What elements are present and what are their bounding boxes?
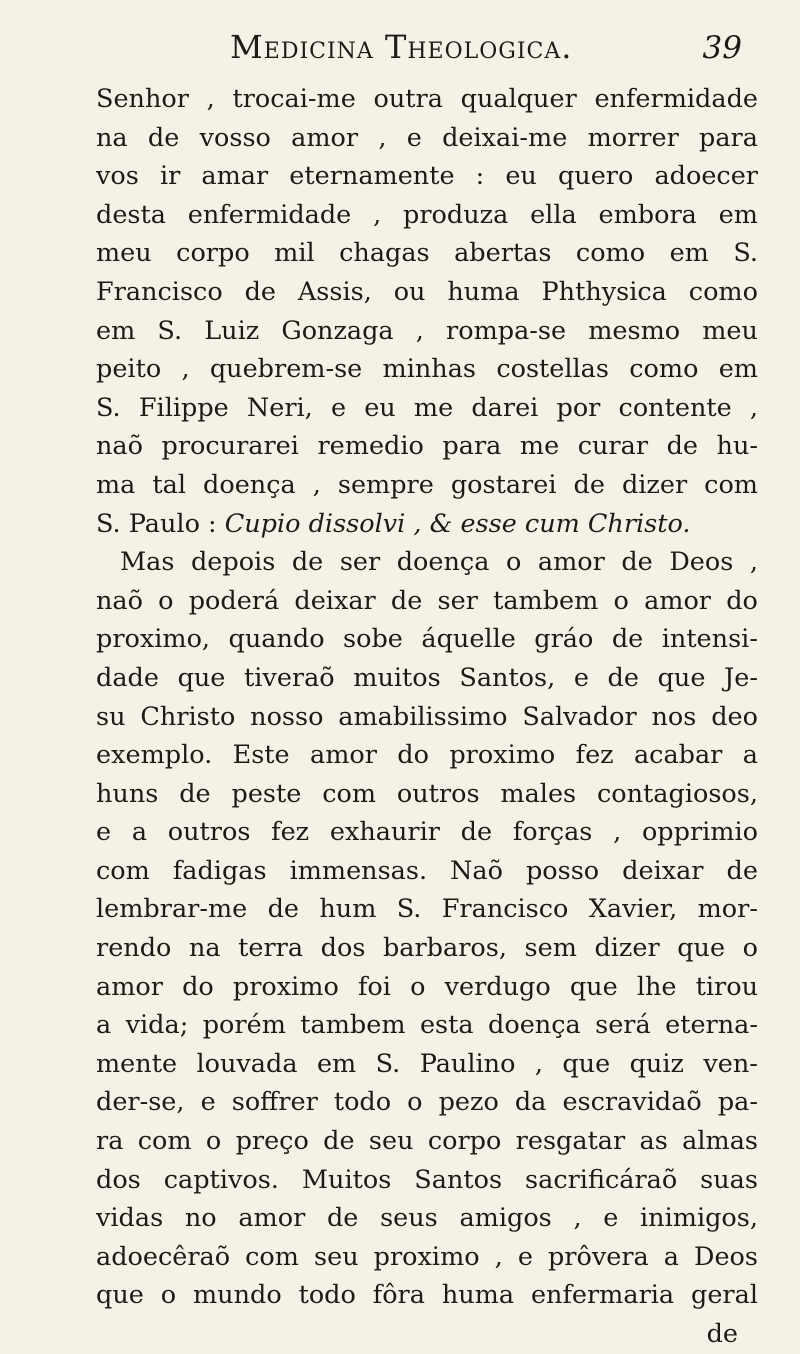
word: e [96,817,112,848]
word: Muitos [301,1164,392,1195]
word: com [245,1241,299,1272]
word: esta [419,1010,474,1041]
word: do [397,740,429,771]
text-line [96,312,758,351]
word: escravidaõ [562,1087,702,1118]
word: proximo [373,1241,480,1272]
word: meu [702,315,758,346]
word: de [291,547,324,578]
word: de [460,817,493,848]
text-line [96,659,758,698]
word: , [494,1241,503,1272]
word: dizer [594,933,660,964]
body-text [96,80,758,1354]
word: outros [167,817,251,848]
word: costellas [496,354,609,385]
word: eu [505,161,537,192]
word: seus [380,1203,438,1234]
word: pezo [438,1087,499,1118]
word: do [726,585,758,616]
word: a [96,1010,112,1041]
word: fadigas [172,855,267,886]
word: verdugo [444,971,551,1002]
word: eterna- [665,1010,758,1041]
word: o [613,585,629,616]
word: contagiosos, [596,778,758,809]
word: deixar [294,585,376,616]
word: lembrar-me [96,894,248,925]
word: me [413,392,454,423]
word: darei [471,392,539,423]
word: ven- [703,1048,758,1079]
word: por [556,392,601,423]
word: , [613,817,622,848]
word: Deos [669,547,734,578]
word: posso [525,855,600,886]
word: as [639,1126,668,1157]
word: o [160,1280,177,1311]
word: Naõ [450,855,503,886]
word: terra [238,933,304,964]
word: adoecer [654,161,758,192]
word: barbaros, [382,933,507,964]
word: almas [682,1126,758,1157]
text-line [96,736,758,775]
word: todo [333,1087,392,1118]
text-line [96,119,758,158]
word: abertas [454,238,552,269]
word: peste [231,778,302,809]
word: quero [557,161,634,192]
word: qualquer [460,84,577,114]
word: seu [368,1126,414,1157]
word: dos [320,933,366,964]
word: de [611,624,644,655]
word: S. [733,238,758,269]
word: e [330,392,347,423]
word: doença [203,469,296,500]
word: o [410,971,426,1002]
text-line [96,1122,758,1161]
word: gostarei [450,469,557,500]
running-title: Medicina Theologica. [230,28,573,66]
word: chagas [339,238,430,269]
text-line [96,813,758,852]
word: tirou [695,971,758,1002]
word: a [131,817,148,848]
word: e [573,662,589,693]
word: eternamente [289,161,455,192]
word: vos [96,161,139,192]
word: amor [291,122,359,153]
text-line [96,1006,758,1045]
word: de [390,585,423,616]
word: deixai-me [442,122,568,153]
text-line [96,1161,758,1200]
word: prôvera [547,1241,649,1272]
word: inimigos, [640,1203,758,1234]
word: de [323,1126,355,1157]
word: em [96,315,136,346]
word: quebrem-se [209,354,363,385]
text-line [96,389,758,428]
word: da [514,1087,547,1118]
word: do [182,971,214,1002]
text-line [96,466,758,505]
word: amor [96,971,163,1002]
word: quando [228,624,325,655]
word: muitos [353,662,441,693]
word: Santos [414,1164,503,1195]
word: o [205,1126,222,1157]
word: foi [357,971,391,1002]
word: amor [644,585,711,616]
word: na [188,933,221,964]
word: a [742,740,758,771]
word: que [177,662,226,693]
word: rompa-se [446,315,567,346]
text-line [96,1276,758,1315]
word: ser [339,547,381,578]
word: poderá [188,585,280,616]
word: em [669,238,709,269]
word: adoecêraõ [96,1241,231,1272]
word: como [629,354,699,385]
text-line [96,427,758,466]
word: Gonzaga [281,315,394,346]
word: mundo [192,1280,282,1311]
text-line [96,234,758,273]
word: Filippe [138,392,229,423]
text-line [96,852,758,891]
word: de [267,894,299,925]
word: mesmo [588,315,681,346]
word: outros [396,778,480,809]
word: o [742,933,758,964]
word: meu [96,238,152,269]
word: de [244,276,276,307]
word: peito [96,354,162,385]
word: captivos. [163,1164,279,1195]
word: dizer [621,469,688,500]
word: pa- [717,1087,758,1118]
word: trocai-me [232,84,356,114]
word: lhe [636,971,677,1002]
word: de [179,778,211,809]
page-number: 39 [702,30,742,66]
word: como [575,238,646,269]
word: ma [96,469,136,500]
word: no [184,1203,217,1234]
word: ou [393,276,426,307]
word: su [96,701,126,732]
word: , [415,315,424,346]
word: forças [512,817,593,848]
text-line [96,698,758,737]
word: com [96,855,150,886]
word: de [621,547,653,578]
text-line [96,80,758,119]
word: , [573,1203,582,1234]
word: Christo [140,701,236,732]
word: com [322,778,377,809]
word: geral [691,1280,758,1311]
word: minhas [382,354,477,385]
word: opprimio [641,817,758,848]
word: amabilissimo [338,701,508,732]
word: Xavier, [588,894,678,925]
word: e [406,122,422,153]
word: depois [190,547,276,578]
word: áquelle [421,624,516,655]
word: ra [96,1126,124,1157]
word: para [699,122,758,153]
word: contente [618,392,732,423]
word: gráo [534,624,594,655]
text-line [96,157,758,196]
word: sacrificáraõ [525,1164,678,1195]
word: que [562,1048,611,1079]
word: o [158,585,174,616]
word: em [718,199,758,230]
word: em [718,354,758,385]
text-line-with-quote [96,505,758,544]
word: naõ [96,431,143,462]
word: Luiz [204,315,260,346]
word: tiveraõ [244,662,335,693]
text-line [96,273,758,312]
word: fez [575,740,614,771]
word: doença [396,547,490,578]
word: de [326,1203,359,1234]
word: porém [202,1010,286,1041]
word: , [312,469,321,500]
word: huma [447,276,520,307]
word: hum [319,894,377,925]
word: a [663,1241,679,1272]
text-line [96,1199,758,1238]
word: de [607,662,639,693]
word: , [749,547,758,578]
word: naõ [96,585,143,616]
word: dos [96,1164,141,1195]
word: nos [651,701,697,732]
word: , [373,199,382,230]
word: que [677,933,726,964]
text-line [96,890,758,929]
text-line [96,929,758,968]
word: resgatar [515,1126,626,1157]
word: Este [232,740,290,771]
word: , [181,354,190,385]
text-line [96,1083,758,1122]
word: huns [96,778,159,809]
text-line [96,350,758,389]
word: ir [159,161,181,192]
word: de [666,431,698,462]
word: males [500,778,577,809]
word: na [96,122,128,153]
running-head [96,20,756,80]
word: , [749,392,758,423]
word: que [657,662,706,693]
word: de [573,469,605,500]
word: amor [238,1203,306,1234]
word: e [200,1087,216,1118]
word: doença [488,1010,581,1041]
word: ser [437,585,478,616]
word: eu [364,392,396,423]
word: desta [96,199,166,230]
word: deo [711,701,758,732]
word: S. [396,894,422,925]
word: , [378,122,387,153]
word: fez [271,817,310,848]
word: corpo [176,238,250,269]
word: Salvador [522,701,637,732]
word: Mas [120,547,175,578]
word: suas [700,1164,758,1195]
word: será [595,1010,651,1041]
word: Phthysica [541,276,667,307]
word: de [147,122,180,153]
text-line [96,1238,758,1277]
word: nosso [250,701,324,732]
word: produza [403,199,509,230]
word: immensas. [289,855,428,886]
word: Deos [694,1241,758,1272]
word: com [704,469,758,500]
word: hu- [716,431,758,462]
word: com [137,1126,192,1157]
word: proximo, [96,624,211,655]
text-line [96,968,758,1007]
word: huma [441,1280,515,1311]
word: tal [152,469,187,500]
word: remedio [317,431,424,462]
word: em [316,1048,357,1079]
word: mor- [697,894,758,925]
word: fôra [372,1280,425,1311]
word: Paulino [419,1048,516,1079]
word: sem [524,933,577,964]
word: mil [274,238,315,269]
word: rendo [96,933,172,964]
paragraph-start-line [96,543,758,582]
word: deixar [622,855,704,886]
word: preço [235,1126,309,1157]
word: tambem [300,1010,406,1041]
word: morrer [587,122,679,153]
word: amar [201,161,269,192]
word: enfermidade [594,84,758,114]
word: tambem [493,585,599,616]
word: para [442,431,502,462]
word: seu [314,1241,359,1272]
word: sempre [337,469,434,500]
word: Santos, [459,662,556,693]
word: que [569,971,618,1002]
word: , [534,1048,543,1079]
word: exhaurir [329,817,440,848]
word: Neri, [246,392,313,423]
text-line [96,620,758,659]
text-line [96,1045,758,1084]
word: o [407,1087,423,1118]
word: me [519,431,560,462]
word: enfermaria [530,1280,675,1311]
word: curar [577,431,649,462]
word: embora [598,199,697,230]
word: Francisco [96,276,223,307]
latin-quote: Cupio dissolvi , & esse cum Christo. [224,508,691,539]
word: : [475,161,485,192]
text-line [96,196,758,235]
word: todo [298,1280,356,1311]
word: Assis, [297,276,372,307]
word: e [517,1241,533,1272]
word: dade [96,662,159,693]
word: que [96,1280,144,1311]
word: amor [310,740,377,771]
word: , [206,84,215,114]
word: Francisco [441,894,569,925]
word: o [505,547,522,578]
word: S. [157,315,183,346]
word: acabar [633,740,723,771]
word: proximo [232,971,339,1002]
word: corpo [427,1126,502,1157]
word: procurarei [161,431,299,462]
word: louvada [196,1048,298,1079]
word: intensi- [661,624,758,655]
text-line [96,582,758,621]
word: vosso [199,122,271,153]
word: e [603,1203,619,1234]
word: ella [530,199,577,230]
word: sobe [343,624,403,655]
word: S. [375,1048,401,1079]
word: outra [373,84,443,114]
text-segment: S. Paulo : [96,508,225,539]
word: como [688,276,758,307]
word: enfermidade [187,199,352,230]
word: de [726,855,758,886]
word: mente [96,1048,178,1079]
word: S. [96,392,121,423]
catchword: de [706,1319,738,1349]
word: soffrer [231,1087,318,1118]
word: quiz [629,1048,684,1079]
word: proximo [449,740,556,771]
word: Senhor [96,84,189,114]
text-line [96,775,758,814]
word: der-se, [96,1087,185,1118]
word: vida; [125,1010,189,1041]
word: exemplo. [96,740,213,771]
word: vidas [96,1203,164,1234]
word: Je- [724,662,758,693]
word: amigos [459,1203,552,1234]
word: amor [537,547,605,578]
